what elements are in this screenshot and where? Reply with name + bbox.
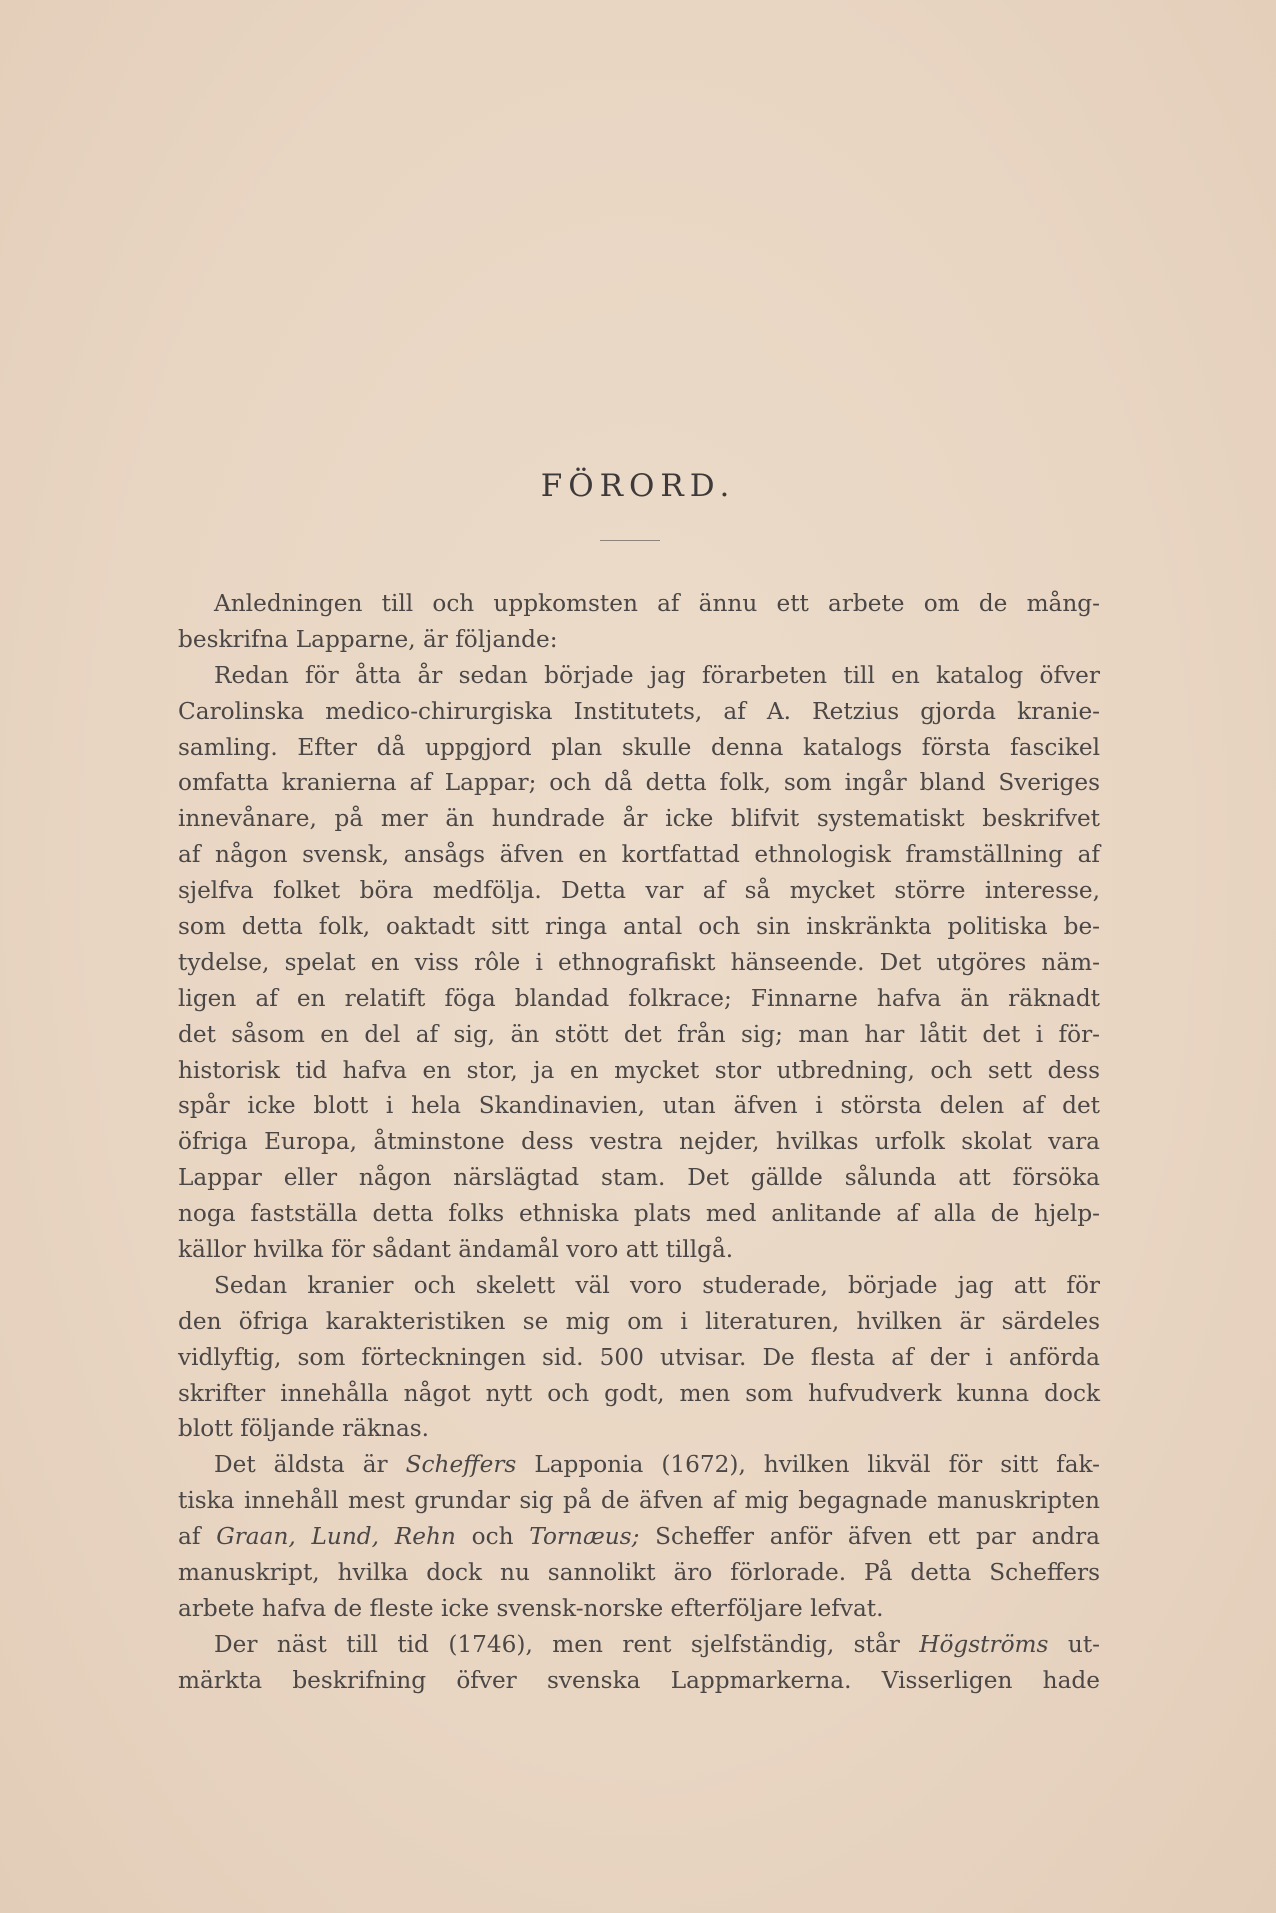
text-line: Sedan kranier och skelett väl voro studerade, började jag att för bbox=[214, 1271, 1100, 1299]
text-line: skrifter innehålla något nytt och godt, men som hufvudverk kunna dock bbox=[178, 1379, 1100, 1407]
text-line: arbete hafva de fleste icke svensk-norske efterföljare lefvat. bbox=[178, 1594, 884, 1622]
text-line: Redan för åtta år sedan började jag förarbeten till en katalog öfver bbox=[214, 661, 1100, 689]
text-line bbox=[178, 1627, 1100, 1663]
text-line: Anledningen till och uppkomsten af ännu ett arbete om de mång- bbox=[214, 590, 1100, 617]
text-line: vidlyftig, som förteckningen sid. 500 utvisar. De flesta af der i anförda bbox=[178, 1343, 1100, 1371]
text-line: historisk tid hafva en stor, ja en mycket stor utbredning, och sett dess bbox=[178, 1056, 1100, 1084]
text-line: det såsom en del af sig, än stött det från sig; man har låtit det i för- bbox=[178, 1020, 1100, 1048]
author-name: Scheffers bbox=[405, 1451, 517, 1479]
text-line: Carolinska medico-chirurgiska Institutets, af A. Retzius gjorda kranie- bbox=[178, 697, 1100, 725]
text-line: blott följande räknas. bbox=[178, 1415, 430, 1443]
text-run: Der näst till tid (1746), men rent sjelfständig, står bbox=[214, 1630, 900, 1658]
text-line: noga fastställa detta folks ethniska plats med anlitande af alla de hjelp- bbox=[178, 1200, 1100, 1228]
text-line: tydelse, spelat en viss rôle i ethnografiskt hänseende. Det utgöres näm- bbox=[178, 948, 1100, 976]
text-run: Lapponia (1672), hvilken likväl för sitt fak- bbox=[534, 1451, 1101, 1479]
text-run: Scheffer anför äfven ett par andra bbox=[655, 1523, 1101, 1551]
author-name: Högströms bbox=[919, 1630, 1049, 1658]
text-run: Det äldsta är bbox=[214, 1451, 388, 1479]
text-line: Lappar eller någon närslägtad stam. Det gällde sålunda att försöka bbox=[178, 1164, 1100, 1192]
text-line: ligen af en relatift föga blandad folkrace; Finnarne hafva än räknadt bbox=[178, 984, 1100, 1012]
text-run: och bbox=[471, 1523, 514, 1551]
title-divider bbox=[600, 540, 660, 541]
text-line: manuskript, hvilka dock nu sannolikt äro förlorade. På detta Scheffers bbox=[178, 1559, 1100, 1587]
text-line: samling. Efter då uppgjord plan skulle denna katalogs första fascikel bbox=[178, 733, 1100, 761]
text-run: ut- bbox=[1067, 1630, 1100, 1658]
text-line: den öfriga karakteristiken se mig om i literaturen, hvilken är särdeles bbox=[178, 1307, 1100, 1335]
text-line bbox=[178, 1447, 1100, 1483]
text-run: af bbox=[178, 1523, 201, 1551]
text-line: innevånare, på mer än hundrade år icke blifvit systematiskt beskrifvet bbox=[178, 805, 1100, 833]
text-line: öfriga Europa, åtminstone dess vestra nejder, hvilkas urfolk skolat vara bbox=[178, 1128, 1100, 1156]
text-line: sjelfva folket böra medfölja. Detta var af så mycket större interesse, bbox=[178, 877, 1100, 905]
text-line: spår icke blott i hela Skandinavien, utan äfven i största delen af det bbox=[178, 1092, 1100, 1120]
text-line: källor hvilka för sådant ändamål voro att tillgå. bbox=[178, 1236, 734, 1264]
author-name: Tornæus; bbox=[529, 1523, 640, 1551]
text-line: af någon svensk, ansågs äfven en kortfattad ethnologisk framställning af bbox=[178, 841, 1100, 869]
author-names: Graan, Lund, Rehn bbox=[216, 1523, 456, 1551]
text-line: beskrifna Lapparne, är följande: bbox=[178, 625, 558, 653]
text-line: omfatta kranierna af Lappar; och då detta folk, som ingår bland Sveriges bbox=[178, 769, 1100, 797]
text-line bbox=[178, 1519, 1100, 1555]
page-title: FÖRORD. bbox=[540, 468, 736, 504]
text-line: märkta beskrifning öfver svenska Lappmarkerna. Visserligen hade bbox=[178, 1666, 1100, 1694]
text-line: tiska innehåll mest grundar sig på de äfven af mig begagnade manuskripten bbox=[178, 1487, 1100, 1515]
text-line: som detta folk, oaktadt sitt ringa antal och sin inskränkta politiska be- bbox=[178, 913, 1100, 941]
body-text bbox=[178, 586, 1100, 1699]
